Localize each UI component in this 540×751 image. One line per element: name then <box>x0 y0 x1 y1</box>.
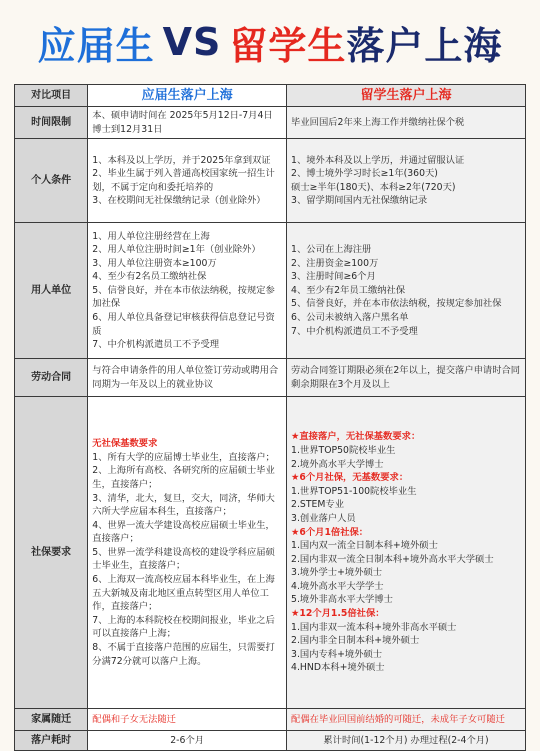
employer-overseas-item: 5、信誉良好，并在本市依法纳税，按规定参加社保 <box>291 298 502 310</box>
header-overseas: 留学生落户上海 <box>287 85 526 107</box>
conditions-overseas-item: 1、境外本科及以上学历，并通过留服认证 <box>291 154 465 166</box>
conditions-graduate-item: 3、在校期间无社保缴纳记录（创业除外） <box>92 195 266 207</box>
conditions-overseas-item: 2、博士境外学习时长≥1年(360天) <box>291 168 438 180</box>
conditions-overseas <box>287 139 526 223</box>
social-overseas-item: 5.境外非高水平大学博士 <box>291 594 393 606</box>
social-graduate-item: 6、上海双一流高校应届本科毕业生，在上海五大新城及南北地区重点转型区用人单位工作，直接落户； <box>92 574 275 613</box>
row-conditions <box>15 139 526 223</box>
title-settle: 落户上海 <box>346 23 503 68</box>
social-graduate-item: 3、清华，北大，复旦，交大，同济，华师大六所大学应届本科生，直接落户； <box>92 492 275 518</box>
social-graduate-item: 8、不属于直接落户范围的应届生，只需要打分满72分就可以落户上海。 <box>92 642 275 667</box>
employer-graduate-item: 2、用人单位注册时间≥1年（创业除外） <box>92 244 261 256</box>
row-time-limit <box>15 107 526 139</box>
social-graduate-item: 4、世界一流大学建设高校应届硕士毕业生，直接落户； <box>92 519 275 545</box>
contract-overseas-text: 劳动合同签订期限必须在2年以上，提交落户申请时合同剩余期限在3个月及以上 <box>291 365 521 390</box>
time-overseas <box>287 107 526 139</box>
row-label-duration: 落户耗时 <box>15 731 88 751</box>
social-overseas-item: 1.国内非双一流本科+境外非高水平硕士 <box>291 621 457 633</box>
employer-overseas-item: 1、公司在上海注册 <box>291 244 372 256</box>
title-vs: VS <box>162 20 222 64</box>
comparison-table <box>14 84 526 751</box>
employer-graduate-item: 4、至少有2名员工缴纳社保 <box>92 271 207 283</box>
social-overseas-item: 4.境外高水平大学学士 <box>291 580 384 592</box>
page-title <box>0 0 540 84</box>
row-duration <box>15 731 526 751</box>
employer-overseas-item: 3、注册时间≥6个月 <box>291 271 376 283</box>
row-label-employer: 用人单位 <box>15 223 88 359</box>
social-overseas-item: 1.世界TOP51-100院校毕业生 <box>291 485 417 497</box>
social-graduate-item: 2、上海所有高校、各研究所的应届硕士毕业生，直接落户； <box>92 465 275 490</box>
title-overseas: 留学生 <box>229 23 347 68</box>
social-overseas-heading: ★6个月社保，无基数要求： <box>291 472 409 484</box>
row-label-conditions: 个人条件 <box>15 139 88 223</box>
social-graduate-item: 1、所有大学的应届博士毕业生，直接落户； <box>92 451 275 463</box>
social-overseas-item: 1.国内双一流全日制本科+境外硕士 <box>291 540 438 552</box>
family-graduate: 配偶和子女无法随迁 <box>88 709 287 731</box>
contract-graduate-text: 与符合申请条件的用人单位签订劳动或聘用合同期为一年及以上的就业协议 <box>92 365 279 390</box>
employer-overseas-item: 7、中介机构派遣员工不予受理 <box>291 325 418 337</box>
row-label-social: 社保要求 <box>15 397 88 709</box>
conditions-graduate-item: 2、毕业生属于列入普通高校国家统一招生计划，不属于定向和委托培养的 <box>92 168 275 193</box>
conditions-overseas-item: 硕士≥半年(180天)、本科≥2年(720天) <box>291 181 456 193</box>
employer-overseas-item: 6、公司未被纳入落户黑名单 <box>291 312 409 324</box>
table-header-row <box>15 85 526 107</box>
social-graduate-item: 7、上海的本科院校在校期间报业，毕业之后可以直接落户上海； <box>92 614 275 640</box>
time-graduate <box>88 107 287 139</box>
row-label-time: 时间限制 <box>15 107 88 139</box>
conditions-graduate <box>88 139 287 223</box>
employer-graduate-item: 6、用人单位具备登记审核获得信息登记号资质 <box>92 312 275 337</box>
social-graduate <box>88 397 287 709</box>
header-label: 对比项目 <box>15 85 88 107</box>
social-overseas-item: 1.世界TOP50院校毕业生 <box>291 444 396 456</box>
social-overseas-item: 4.HND本科+境外硕士 <box>291 662 385 674</box>
contract-overseas <box>287 359 526 397</box>
row-label-contract: 劳动合同 <box>15 359 88 397</box>
employer-graduate-item: 1、用人单位注册经营在上海 <box>92 230 210 242</box>
social-overseas-item: 2.国内非全日制本科+境外硕士 <box>291 635 420 647</box>
header-graduate: 应届生落户上海 <box>88 85 287 107</box>
conditions-overseas-item: 3、留学期间国内无社保缴纳记录 <box>291 195 428 207</box>
row-social-security <box>15 397 526 709</box>
social-overseas-item: 2.境外高水平大学博士 <box>291 458 384 470</box>
row-label-family: 家属随迁 <box>15 709 88 731</box>
duration-graduate: 2-6个月 <box>88 731 287 751</box>
social-overseas <box>287 397 526 709</box>
employer-overseas-item: 2、注册资金≥100万 <box>291 257 379 269</box>
time-graduate-line-2: 博士到12月31日 <box>92 123 163 135</box>
row-employer <box>15 223 526 359</box>
social-overseas-item: 2.国内非双一流全日制本科+境外高水平大学硕士 <box>291 553 494 565</box>
social-overseas-heading: ★直接落户，无社保基数要求： <box>291 431 421 443</box>
conditions-graduate-item: 1、本科及以上学历，并于2025年拿到双证 <box>92 154 271 166</box>
social-overseas-heading: ★12个月1.5倍社保： <box>291 608 385 620</box>
employer-graduate-item: 3、用人单位注册资本≥100万 <box>92 257 217 269</box>
employer-overseas-item: 4、至少有2年员工缴纳社保 <box>291 284 406 296</box>
employer-graduate-item: 7、中介机构派遣员工不予受理 <box>92 339 220 351</box>
time-graduate-line-1: 本、硕申请时间在 2025年5月12日-7月4日 <box>92 110 273 121</box>
contract-graduate <box>88 359 287 397</box>
employer-graduate-item: 5、信誉良好，并在本市依法纳税，按规定参加社保 <box>92 284 275 310</box>
title-graduate: 应届生 <box>37 23 155 68</box>
employer-overseas <box>287 223 526 359</box>
social-overseas-item: 3.国内专科+境外硕士 <box>291 648 383 660</box>
time-overseas-line-1: 毕业回国后2年来上海工作并缴纳社保个税 <box>291 116 465 128</box>
family-overseas: 配偶在毕业回国前结婚的可随迁，未成年子女可随迁 <box>287 709 526 731</box>
social-overseas-item: 3.境外学士+境外硕士 <box>291 567 383 579</box>
row-contract <box>15 359 526 397</box>
social-graduate-heading: 无社保基数要求 <box>92 438 158 450</box>
employer-graduate <box>88 223 287 359</box>
social-overseas-heading: ★6个月1倍社保： <box>291 526 369 538</box>
social-graduate-item: 5、世界一流学科建设高校的建设学科应届硕士毕业生，直接落户； <box>92 546 275 572</box>
social-overseas-item: 2.STEM专业 <box>291 499 344 511</box>
duration-overseas: 累计时间(1-12个月) 办理过程(2-4个月) <box>287 731 526 751</box>
social-overseas-item: 3.创业落户人员 <box>291 512 356 524</box>
